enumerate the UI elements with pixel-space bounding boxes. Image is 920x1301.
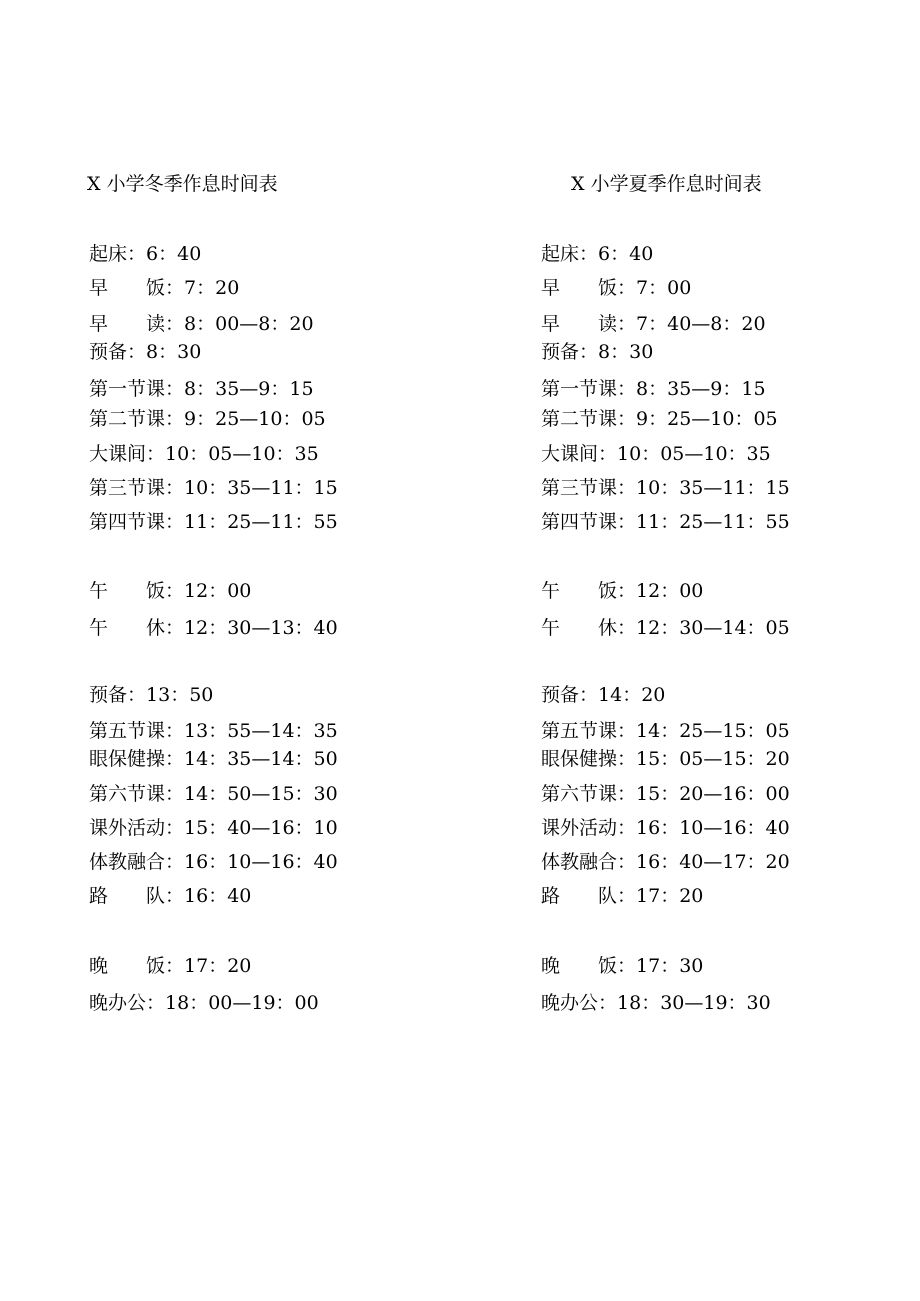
summer-row-period-6: 第六节课：15：20—16：00: [541, 783, 790, 805]
winter-row-period-3: 第三节课：10：35—11：15: [89, 477, 338, 499]
summer-row-wake-up: 起床：6：40: [541, 243, 654, 265]
summer-row-eye-exercise: 眼保健操：15：05—15：20: [541, 748, 790, 770]
winter-row-eye-exercise: 眼保健操：14：35—14：50: [89, 748, 338, 770]
summer-row-nap: 午 休：12：30—14：05: [541, 617, 790, 639]
winter-row-period-2: 第二节课：9：25—10：05: [89, 408, 326, 430]
winter-row-breakfast: 早 饭：7：20: [89, 277, 240, 299]
summer-row-sports: 体教融合：16：40—17：20: [541, 851, 790, 873]
winter-schedule-title: X 小学冬季作息时间表: [87, 173, 278, 195]
summer-row-big-break: 大课间：10：05—10：35: [541, 443, 771, 465]
winter-row-period-4: 第四节课：11：25—11：55: [89, 511, 338, 533]
summer-row-period-2: 第二节课：9：25—10：05: [541, 408, 778, 430]
winter-row-sports: 体教融合：16：10—16：40: [89, 851, 338, 873]
winter-row-evening-office: 晚办公：18：00—19：00: [89, 992, 319, 1014]
summer-row-period-4: 第四节课：11：25—11：55: [541, 511, 790, 533]
summer-row-activities: 课外活动：16：10—16：40: [541, 817, 790, 839]
winter-row-period-1: 第一节课：8：35—9：15: [89, 378, 314, 400]
summer-row-line-up: 路 队：17：20: [541, 885, 704, 907]
summer-row-dinner: 晚 饭：17：30: [541, 955, 704, 977]
winter-row-line-up: 路 队：16：40: [89, 885, 252, 907]
summer-row-lunch: 午 饭：12：00: [541, 580, 704, 602]
summer-row-morning-reading: 早 读：7：40—8：20: [541, 313, 766, 335]
winter-row-activities: 课外活动：15：40—16：10: [89, 817, 338, 839]
winter-row-prepare-pm: 预备：13：50: [89, 684, 214, 706]
summer-row-breakfast: 早 饭：7：00: [541, 277, 692, 299]
winter-row-big-break: 大课间：10：05—10：35: [89, 443, 319, 465]
winter-row-prepare-am: 预备：8：30: [89, 341, 202, 363]
winter-row-dinner: 晚 饭：17：20: [89, 955, 252, 977]
summer-row-prepare-am: 预备：8：30: [541, 341, 654, 363]
winter-row-period-6: 第六节课：14：50—15：30: [89, 783, 338, 805]
summer-row-period-1: 第一节课：8：35—9：15: [541, 378, 766, 400]
summer-row-evening-office: 晚办公：18：30—19：30: [541, 992, 771, 1014]
winter-row-morning-reading: 早 读：8：00—8：20: [89, 313, 314, 335]
winter-row-nap: 午 休：12：30—13：40: [89, 617, 338, 639]
winter-row-wake-up: 起床：6：40: [89, 243, 202, 265]
summer-row-prepare-pm: 预备：14：20: [541, 684, 666, 706]
winter-row-lunch: 午 饭：12：00: [89, 580, 252, 602]
winter-row-period-5: 第五节课：13：55—14：35: [89, 720, 338, 742]
summer-schedule-title: X 小学夏季作息时间表: [571, 173, 762, 195]
summer-row-period-3: 第三节课：10：35—11：15: [541, 477, 790, 499]
summer-row-period-5: 第五节课：14：25—15：05: [541, 720, 790, 742]
